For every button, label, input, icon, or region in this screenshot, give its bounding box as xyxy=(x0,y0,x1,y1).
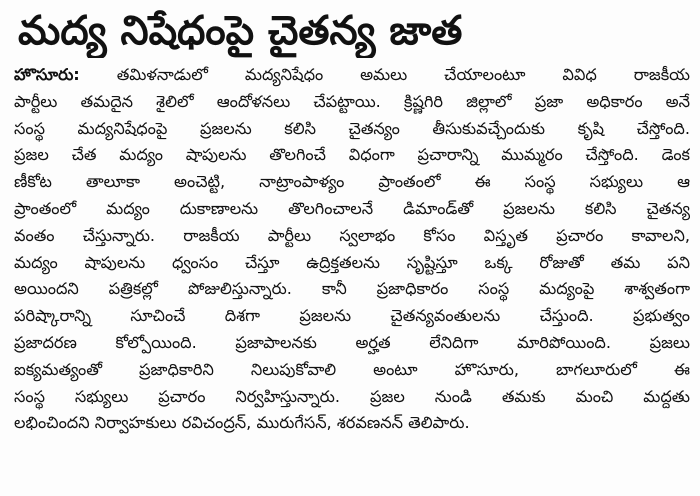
article-headline: మద్య నిషేధంపై చైతన్య జాత xyxy=(18,8,463,54)
article-line: అయిందని పత్రికల్లో పోజులిస్తున్నారు. కానీ ప్రజాధికారం సంస్థ మద్యంపై శాశ్వతంగా xyxy=(14,279,690,299)
article-line-text: తమిళనాడులో మద్యనిషేధం అమలు చేయాలంటూ వివిధ రాజకీయ xyxy=(116,65,690,84)
article-line: ప్రజల చేత మద్యం షాపులను తొలగించే విధంగా ప్రచారాన్ని ముమ్మరం చేస్తోంది. డెంక xyxy=(14,145,690,165)
article-line: ప్రజాదరణ కోల్పోయింది. ప్రజాపాలనకు అర్హత లేనిదిగా మారిపోయింది. ప్రజలు xyxy=(14,332,690,352)
article-line: పార్టీలు తమదైన శైలిలో ఆందోళనలు చేపట్టాయి. క్రిష్ణగిరి జిల్లాలో ప్రజా అధికారం అనే xyxy=(14,91,690,111)
article-line: లభించిందని నిర్వాహకులు రవిచంద్రన్, మురుగేసన్, శరవణనన్ తెలిపారు. xyxy=(14,413,470,433)
article-line: ణీకోట తాలూకా అంచెట్టి, నాట్రాంపాళ్యం ప్రాంతంలో ఈ సంస్థ సభ్యులు ఆ xyxy=(14,172,690,192)
article-line: సంస్థ సభ్యులు ప్రచారం నిర్వహిస్తున్నారు. ప్రజల నుండి తమకు మంచి మద్దతు xyxy=(14,386,690,406)
article-line: మద్యం షాపులను ధ్వంసం చేస్తూ ఉద్రిక్తతలను సృష్టిస్తూ ఒక్క రోజుతో తమ పని xyxy=(14,252,690,272)
article-line: పరిష్కారాన్ని సూచించే దిశగా ప్రజలను చైతన్యవంతులను చేస్తుంది. ప్రభుత్వం xyxy=(14,306,690,326)
article-line: సంస్థ మద్యనిషేధంపై ప్రజలను కలిసి చైతన్యం తీసుకువచ్చేందుకు కృషి చేస్తోంది. xyxy=(14,118,690,138)
article-line: వంతం చేస్తున్నారు. రాజకీయ పార్టీలు స్వలాభం కోసం విస్తృత ప్రచారం కావాలని, xyxy=(14,225,690,245)
article-line: ప్రాంతంలో మద్యం దుకాణాలను తొలగించాలనే డిమాండ్‌తో ప్రజలను కలిసి చైతన్య xyxy=(14,198,690,218)
article-body xyxy=(14,62,690,490)
article-line xyxy=(14,62,690,89)
article-line: ఐక్యమత్యంతో ప్రజాధికారిని నిలుపుకోవాలి అంటూ హొసూరు, బాగలూరులో ఈ xyxy=(14,359,690,379)
article-dateline: హొసూరు: xyxy=(14,65,80,84)
